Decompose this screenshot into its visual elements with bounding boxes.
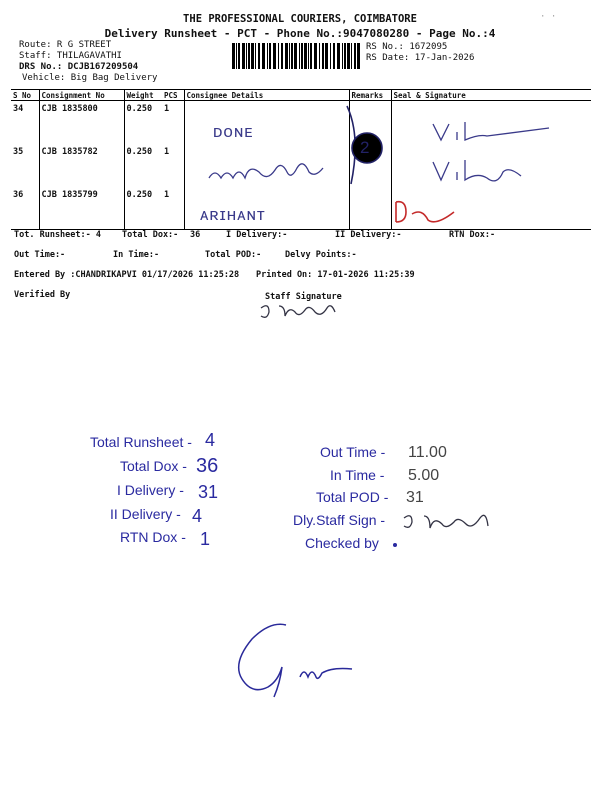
stamp-in-time-value: 5.00 <box>408 467 440 484</box>
handwritten-consignee-35 <box>205 160 335 188</box>
stamp-rtn-dox-value: 1 <box>200 529 211 549</box>
barcode-bar <box>267 43 268 69</box>
cell-consignment: CJB 1835800 <box>39 101 124 144</box>
stamp-ii-delivery-value: 4 <box>192 506 203 526</box>
stamp-dly-staff-sign-label: Dly.Staff Sign - <box>293 512 386 528</box>
remark-bracket-mark <box>325 100 385 190</box>
col-header-remarks: Remarks <box>349 90 391 101</box>
cell-weight: 0.250 <box>124 144 162 187</box>
signature-row-36 <box>388 198 458 228</box>
col-header-weight: Weight <box>124 90 162 101</box>
barcode-bar <box>255 43 256 69</box>
vehicle-label: Vehicle: Big Bag Delivery <box>22 73 158 83</box>
barcode-bar <box>319 43 320 69</box>
col-header-seal: Seal & Signature <box>391 90 591 101</box>
table-row <box>11 187 591 230</box>
total-pod-label: Total POD:- <box>205 250 262 260</box>
stamp-total-pod-label: Total POD - <box>316 489 389 505</box>
in-time-label: In Time:- <box>113 250 160 260</box>
staff-signature-label: Staff Signature <box>265 292 342 302</box>
stamp-i-delivery-value: 31 <box>198 482 219 502</box>
rtn-dox-label: RTN Dox:- <box>449 230 496 240</box>
barcode-bar <box>301 43 303 69</box>
barcode-bar <box>269 43 271 69</box>
barcode-bar <box>236 43 237 69</box>
stamp-ii-delivery-label: II Delivery - <box>110 506 181 522</box>
stamp-total-runsheet-label: Total Runsheet - <box>90 434 192 450</box>
cell-sno: 35 <box>13 146 24 157</box>
handwritten-consignee-36: ᴀʀɪʜᴀɴᴛ <box>200 205 266 224</box>
barcode-bar <box>342 43 343 69</box>
cell-pcs: 1 <box>162 187 184 230</box>
barcode-bar <box>262 43 265 69</box>
barcode-bar <box>281 43 283 69</box>
barcode-bar <box>294 43 297 69</box>
route-label: Route: R G STREET <box>19 40 112 50</box>
delvy-points-label: Delvy Points:- <box>285 250 357 260</box>
table-header-row <box>11 90 591 101</box>
barcode-bar <box>357 43 360 69</box>
stamp-total-runsheet-value: 4 <box>205 430 216 450</box>
barcode-bar <box>333 43 335 69</box>
stamp-in-time-label: In Time - <box>330 467 385 483</box>
barcode-bar <box>285 43 288 69</box>
cell-weight: 0.250 <box>124 101 162 144</box>
barcode-bar <box>310 43 312 69</box>
barcode-bar <box>289 43 290 69</box>
stamp-total-pod-value: 31 <box>406 489 424 506</box>
rs-date: RS Date: 17-Jan-2026 <box>366 53 475 63</box>
barcode-bar <box>325 43 328 69</box>
barcode-bar <box>258 43 260 69</box>
cell-pcs: 1 <box>164 104 170 114</box>
corner-mark-icon: · · <box>540 12 557 22</box>
tot-runsheet: Tot. Runsheet:- 4 <box>14 230 101 240</box>
barcode-bar <box>238 43 240 69</box>
barcode-bar <box>278 43 279 69</box>
stamp-total-dox-label: Total Dox - <box>120 458 187 474</box>
rs-number: RS No.: 1672095 <box>366 42 448 52</box>
stamp-total-dox-value: 36 <box>196 455 219 477</box>
staff-signature-mark <box>255 300 355 326</box>
barcode-bar <box>347 43 350 69</box>
handwritten-consignee-34: ᴅᴏɴᴇ <box>213 122 254 141</box>
barcode-bar <box>248 43 250 69</box>
verified-by: Verified By <box>14 290 71 300</box>
barcode-bar <box>251 43 254 69</box>
entered-by: Entered By :CHANDRIKAPVI 01/17/2026 11:25:28 <box>14 270 240 280</box>
signature-row-34 <box>425 118 555 146</box>
signature-row-35 <box>425 158 535 188</box>
barcode-bar <box>344 43 346 69</box>
col-header-consignee: Consignee Details <box>184 90 349 101</box>
cell-sno: 34 <box>13 104 24 114</box>
barcode-bar <box>291 43 293 69</box>
stamp-checked-by-label: Checked by <box>305 535 379 551</box>
cell-pcs: 1 <box>164 146 170 157</box>
barcode-bar <box>330 43 331 69</box>
barcode-bar <box>337 43 340 69</box>
out-time-label: Out Time:- <box>14 250 66 260</box>
barcode-bar <box>273 43 276 69</box>
runsheet-title: Delivery Runsheet - PCT - Phone No.:9047080280 - Page No.:4 <box>104 27 496 40</box>
cell-sno: 36 <box>11 187 39 230</box>
barcode-bar <box>299 43 300 69</box>
remark-circle-number: 2 <box>360 138 370 157</box>
barcode-bar <box>242 43 245 69</box>
checked-by-dot <box>390 540 400 550</box>
cell-weight: 0.250 <box>124 187 162 230</box>
stamp-i-delivery-label: I Delivery - <box>117 482 184 498</box>
stamp-out-time-value: 11.00 <box>408 444 447 461</box>
company-name: THE PROFESSIONAL COURIERS, COIMBATORE <box>183 13 417 25</box>
barcode-bar <box>232 43 235 69</box>
cell-consignment: CJB 1835799 <box>39 187 124 230</box>
total-dox-label: Total Dox:- <box>122 230 179 240</box>
barcode-bar <box>322 43 324 69</box>
barcode-bar <box>246 43 247 69</box>
printed-on: Printed On: 17-01-2026 11:25:39 <box>256 270 415 280</box>
cell-remarks <box>349 187 391 230</box>
large-signature <box>230 615 360 710</box>
stamp-out-time-label: Out Time - <box>320 444 386 460</box>
barcode <box>232 43 360 69</box>
barcode-bar <box>308 43 309 69</box>
barcode-bar <box>354 43 356 69</box>
barcode-bar <box>304 43 307 69</box>
total-dox-value: 36 <box>190 230 201 240</box>
col-header-consignment: Consignment No <box>39 90 124 101</box>
i-delivery-label: I Delivery:- <box>226 230 288 240</box>
staff-label: Staff: THILAGAVATHI <box>19 51 122 61</box>
drs-number: DRS No.: DCJB167209504 <box>19 62 139 72</box>
barcode-bar <box>314 43 317 69</box>
stamp-dly-staff-signature <box>400 508 510 538</box>
barcode-bar <box>351 43 352 69</box>
cell-consignment: CJB 1835782 <box>39 144 124 187</box>
col-header-sno: S No <box>11 90 39 101</box>
ii-delivery-label: II Delivery:- <box>335 230 402 240</box>
stamp-rtn-dox-label: RTN Dox - <box>120 529 186 545</box>
col-header-pcs: PCS <box>162 90 184 101</box>
